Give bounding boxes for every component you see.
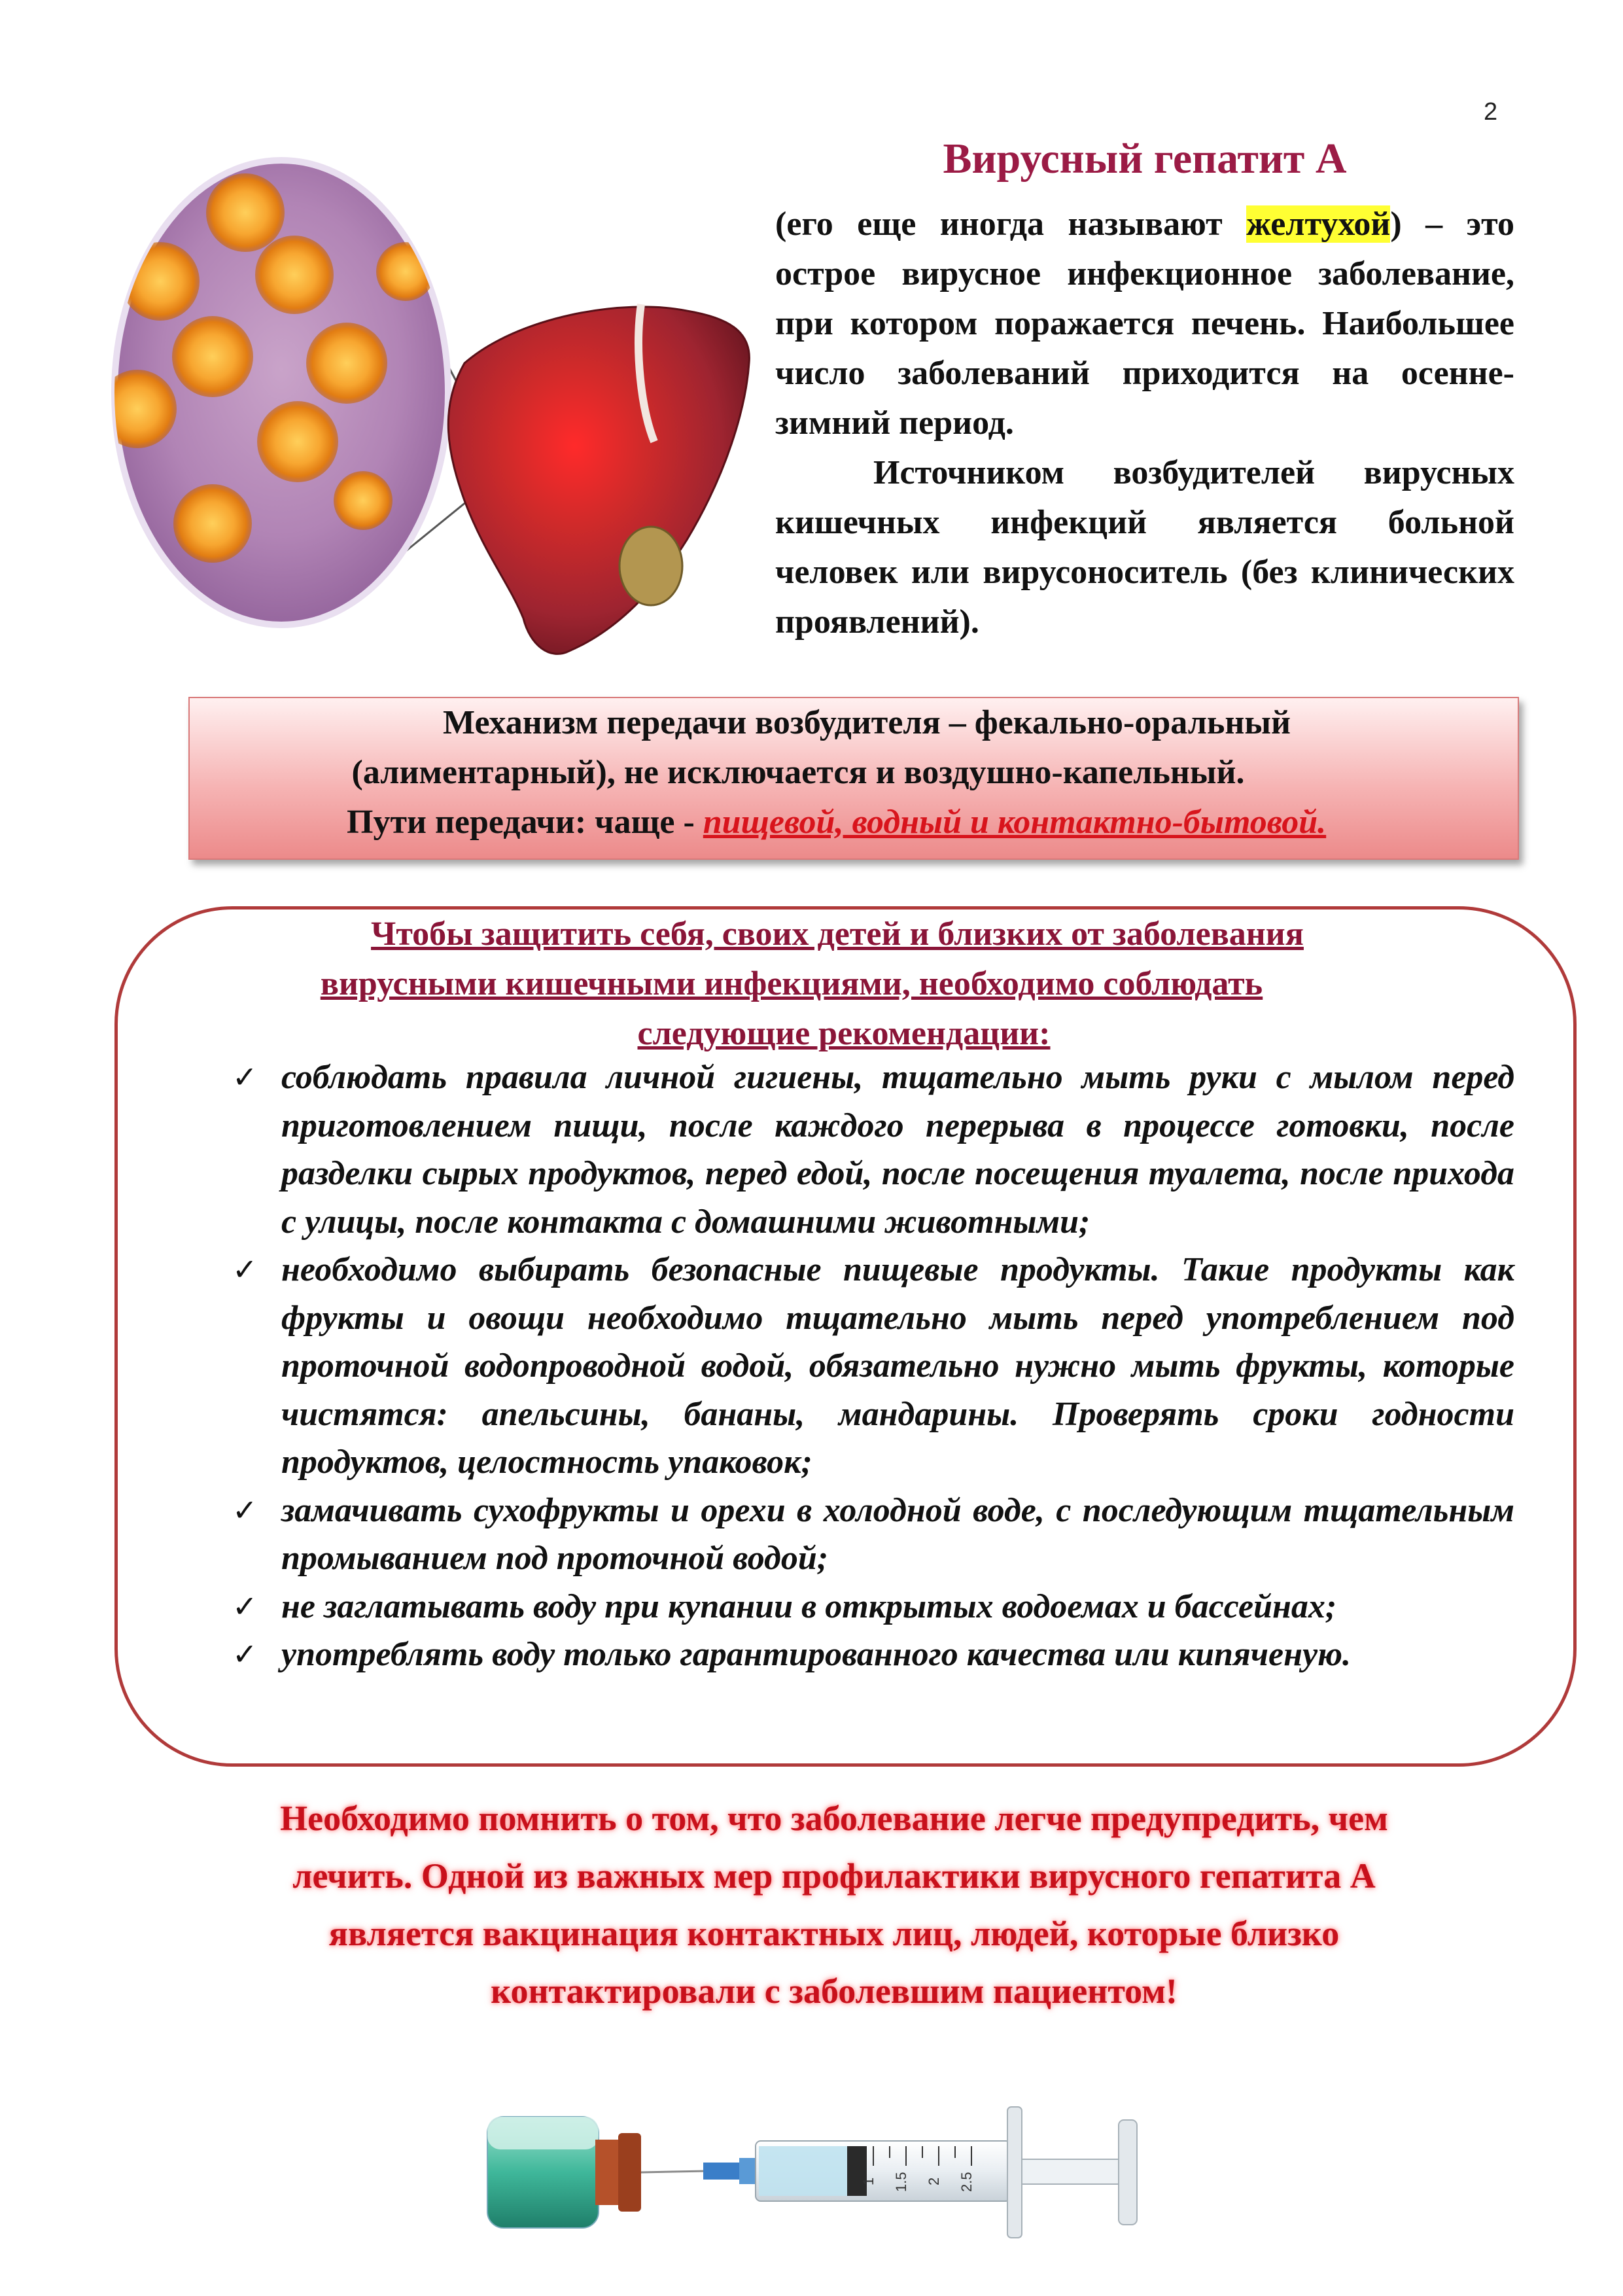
syringe-scale-label: 1.5 — [893, 2172, 909, 2192]
gallbladder-shape — [620, 527, 682, 605]
intro-p1-after: ) – это острое вирусное инфекционное заболевание, при котором поражается печень. Наибольшее число заболеваний приходится на осенне-зимний период. — [775, 205, 1514, 442]
transmission-mechanism-box — [188, 697, 1519, 860]
checkmark-icon: ✓ — [232, 1059, 258, 1095]
recommendations-list — [232, 1053, 1514, 1679]
checkmark-icon: ✓ — [232, 1492, 258, 1528]
syringe-scale-label: 1 — [860, 2177, 877, 2185]
checkmark-icon: ✓ — [232, 1252, 258, 1287]
warning-line-3: является вакцинация контактных лиц, людей, которые близко — [328, 1914, 1340, 1953]
vaccine-syringe-illustration — [481, 2081, 1161, 2244]
list-item — [232, 1246, 1514, 1487]
vial — [487, 2117, 641, 2228]
transmission-routes — [190, 798, 1518, 847]
rec-heading-line-1: Чтобы защитить себя, своих детей и близких от заболевания — [371, 915, 1304, 953]
syringe-scale-label: 2.5 — [958, 2172, 975, 2192]
list-item — [232, 1631, 1514, 1679]
routes-prefix: Пути передачи: чаще - — [347, 804, 703, 841]
list-item-text: необходимо выбирать безопасные пищевые продукты. Такие продукты как фрукты и овощи необходимо тщательно мыть перед употреблением под проточной водопроводной водой, обязательно нужно мыть фрукты, которые чистятся: апельсины, бананы, мандарины. Проверять сроки годности продуктов, целостность упаковок; — [281, 1251, 1514, 1481]
vaccination-warning — [216, 1790, 1452, 2020]
rec-heading-line-2: вирусными кишечными инфекциями, необходимо соблюдать — [320, 965, 1263, 1002]
list-item-text: замачивать сухофрукты и орехи в холодной воде, с последующим тщательным промыванием под проточной водой; — [281, 1491, 1514, 1577]
intro-paragraph-2: Источником возбудителей вирусных кишечных инфекций является больной человек или вирусоноситель (без клинических проявлений). — [775, 454, 1514, 641]
list-item-text: употреблять воду только гарантированного качества или кипяченую. — [281, 1636, 1352, 1673]
checkmark-icon: ✓ — [232, 1636, 258, 1672]
list-item — [232, 1583, 1514, 1631]
rec-heading-line-3: следующие рекомендации: — [637, 1015, 1051, 1052]
liver-virus-illustration — [98, 134, 759, 671]
mechanism-line-1: Механизм передачи возбудителя – фекально-оральный — [443, 704, 1291, 741]
checkmark-icon: ✓ — [232, 1588, 258, 1624]
routes-value: пищевой, водный и контактно-бытовой. — [703, 804, 1327, 841]
intro-p1-before: (его еще иногда называют — [775, 205, 1247, 243]
syringe-barrel — [756, 2141, 1011, 2201]
page-title: Вирусный гепатит А — [943, 135, 1347, 183]
liver-shape — [448, 307, 749, 654]
mechanism-line-2: (алиментарный), не исключается и воздушно-капельный. — [351, 754, 1245, 791]
list-item-text: не заглатывать воду при купании в открытых водоемах и бассейнах; — [281, 1587, 1337, 1625]
recommendations-heading — [216, 910, 1367, 1059]
syringe-scale-label: 2 — [926, 2177, 942, 2185]
page-number: 2 — [1484, 98, 1498, 126]
intro-text — [775, 200, 1514, 647]
warning-line-1: Необходимо помнить о том, что заболевание легче предупредить, чем — [280, 1799, 1388, 1838]
warning-line-4: контактировали с заболевшим пациентом! — [491, 1971, 1178, 2011]
intro-paragraph-1 — [775, 200, 1514, 448]
highlighted-term: желтухой — [1246, 205, 1391, 243]
warning-line-2: лечить. Одной из важных мер профилактики вирусного гепатита А — [292, 1856, 1376, 1896]
list-item — [232, 1487, 1514, 1583]
list-item-text: соблюдать правила личной гигиены, тщательно мыть руки с мылом перед приготовлением пищи, после каждого перерыва в процессе готовки, после разделки сырых продуктов, перед едой, после посещения туалета, после прихода с улицы, после контакта с домашними животными; — [281, 1059, 1514, 1241]
list-item — [232, 1053, 1514, 1246]
